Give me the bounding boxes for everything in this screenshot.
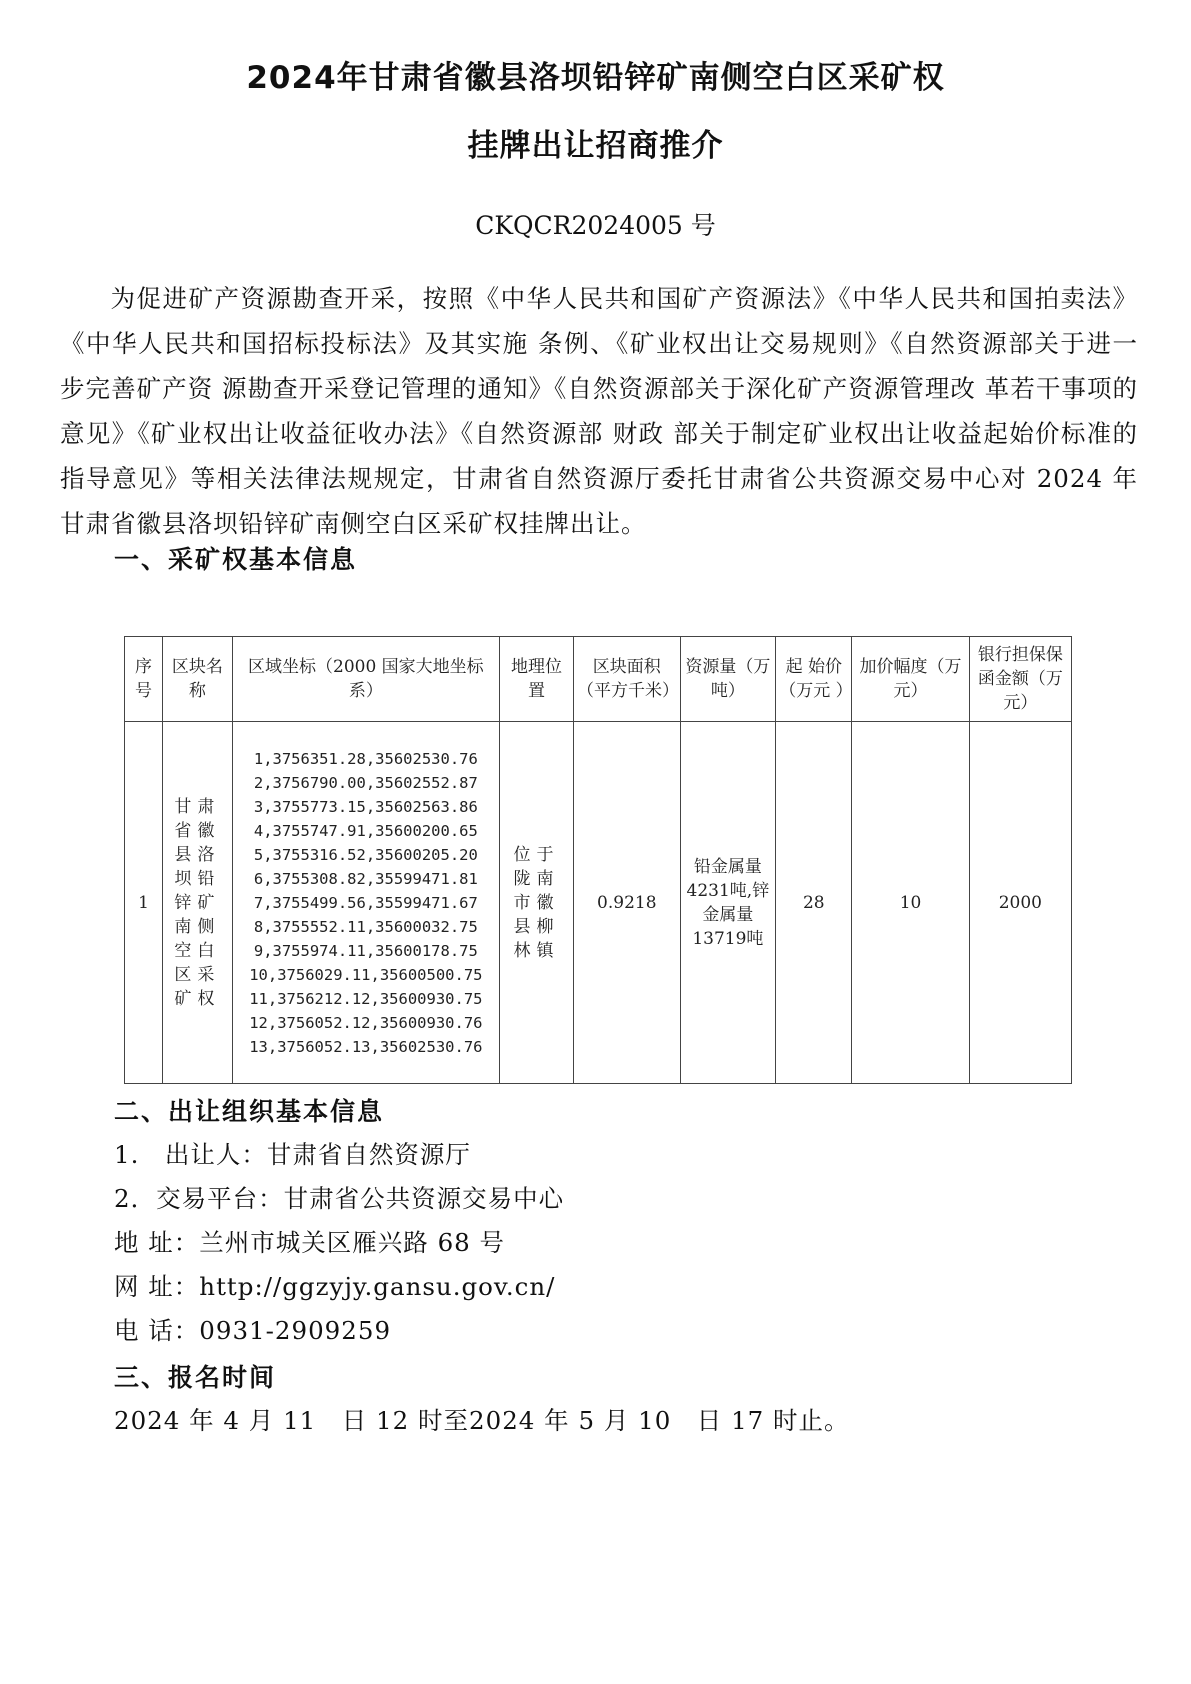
- phone-line: [114, 1312, 391, 1347]
- platform-line: [114, 1180, 564, 1215]
- section3-heading: 三、报名时间: [114, 1363, 277, 1392]
- coord-point: 4,3755747.91,35600200.65: [253, 821, 478, 840]
- transferor-line: [114, 1136, 471, 1171]
- cell-block-name: 甘肃省徽县洛坝铅锌矿南侧空白区采矿权: [163, 722, 233, 1084]
- registration-period-text: 2024 年 4 月 11 日 12 时至2024 年 5 月 10 日 17 时止。: [114, 1406, 850, 1435]
- cell-guarantee: 2000: [969, 722, 1071, 1084]
- coord-point: 11,3756212.12,35600930.75: [249, 989, 483, 1008]
- table-header-row: [125, 637, 1072, 722]
- header-resources: 资源量（万吨）: [680, 637, 776, 722]
- registration-period-line: [114, 1402, 850, 1437]
- intro-paragraph: [60, 276, 1138, 546]
- transferor-text: 1. 出让人：甘肃省自然资源厅: [114, 1140, 471, 1169]
- document-title-line1: 2024年甘肃省徽县洛坝铅锌矿南侧空白区采矿权: [246, 60, 945, 96]
- platform-text: 2．交易平台：甘肃省公共资源交易中心: [114, 1184, 565, 1213]
- coord-point: 3,3755773.15,35602563.86: [253, 797, 478, 816]
- address-line: [114, 1224, 505, 1259]
- cell-increment: 10: [852, 722, 969, 1084]
- coord-point: 8,3755552.11,35600032.75: [253, 917, 478, 936]
- header-seq: 序号: [125, 637, 163, 722]
- cell-coords: [232, 722, 499, 1084]
- document-title-line2: 挂牌出让招商推介: [467, 128, 724, 164]
- mining-rights-table: [124, 636, 1072, 1084]
- document-number: CKQCR2024005 号: [475, 211, 716, 240]
- header-guarantee: 银行担保保函金额（万元）: [969, 637, 1071, 722]
- coord-point: 10,3756029.11,35600500.75: [249, 965, 483, 984]
- intro-text: 为促进矿产资源勘查开采，按照《中华人民共和国矿产资源法》《中华人民共和国拍卖法》《中华人民共和国招标投标法》及其实施 条例、《矿业权出让交易规则》《自然资源部关于进一步完善矿产资 源勘查开采登记管理的通知》《自然资源部关于深化矿产资源管理改 革若干事项的意见》《矿业权出让收益征收办法》《自然资源部 财政 部关于制定矿业权出让收益起始价标准的指导意见》等相关法律法规规定，甘肃省自然资源厅委托甘肃省公共资源交易中心对 2024 年甘肃省徽县洛坝铅锌矿南侧空白区采矿权挂牌出让。: [60, 284, 1138, 538]
- cell-location: 位于陇南市徽县柳林镇: [500, 722, 574, 1084]
- cell-seq: 1: [125, 722, 163, 1084]
- header-area: 区块面积（平方千米）: [574, 637, 681, 722]
- cell-start-price: 28: [776, 722, 852, 1084]
- header-increment: 加价幅度（万元）: [852, 637, 969, 722]
- cell-area: 0.9218: [574, 722, 681, 1084]
- header-block-name: 区块名称: [163, 637, 233, 722]
- section2-heading: 二、出让组织基本信息: [114, 1097, 385, 1126]
- cell-resources: 铅金属量4231吨,锌金属量13719吨: [680, 722, 776, 1084]
- coord-point: 13,3756052.13,35602530.76: [249, 1037, 483, 1056]
- header-location: 地理位置: [500, 637, 574, 722]
- table-row: [125, 722, 1072, 1084]
- website-text: 网 址：http://ggzyjy.gansu.gov.cn/: [114, 1272, 556, 1301]
- coord-point: 2,3756790.00,35602552.87: [253, 773, 478, 792]
- header-start-price: 起 始价（万元 ）: [776, 637, 852, 722]
- website-line: [114, 1268, 555, 1303]
- coord-point: 6,3755308.82,35599471.81: [253, 869, 478, 888]
- section1-heading: 一、采矿权基本信息: [114, 545, 358, 574]
- coord-point: 1,3756351.28,35602530.76: [253, 749, 478, 768]
- coord-point: 5,3755316.52,35600205.20: [253, 845, 478, 864]
- coord-point: 7,3755499.56,35599471.67: [253, 893, 478, 912]
- address-text: 地 址：兰州市城关区雁兴路 68 号: [114, 1228, 506, 1257]
- header-coords: 区域坐标（2000 国家大地坐标系）: [232, 637, 499, 722]
- coord-point: 12,3756052.12,35600930.76: [249, 1013, 483, 1032]
- phone-text: 电 话：0931-2909259: [114, 1316, 392, 1345]
- coord-point: 9,3755974.11,35600178.75: [253, 941, 478, 960]
